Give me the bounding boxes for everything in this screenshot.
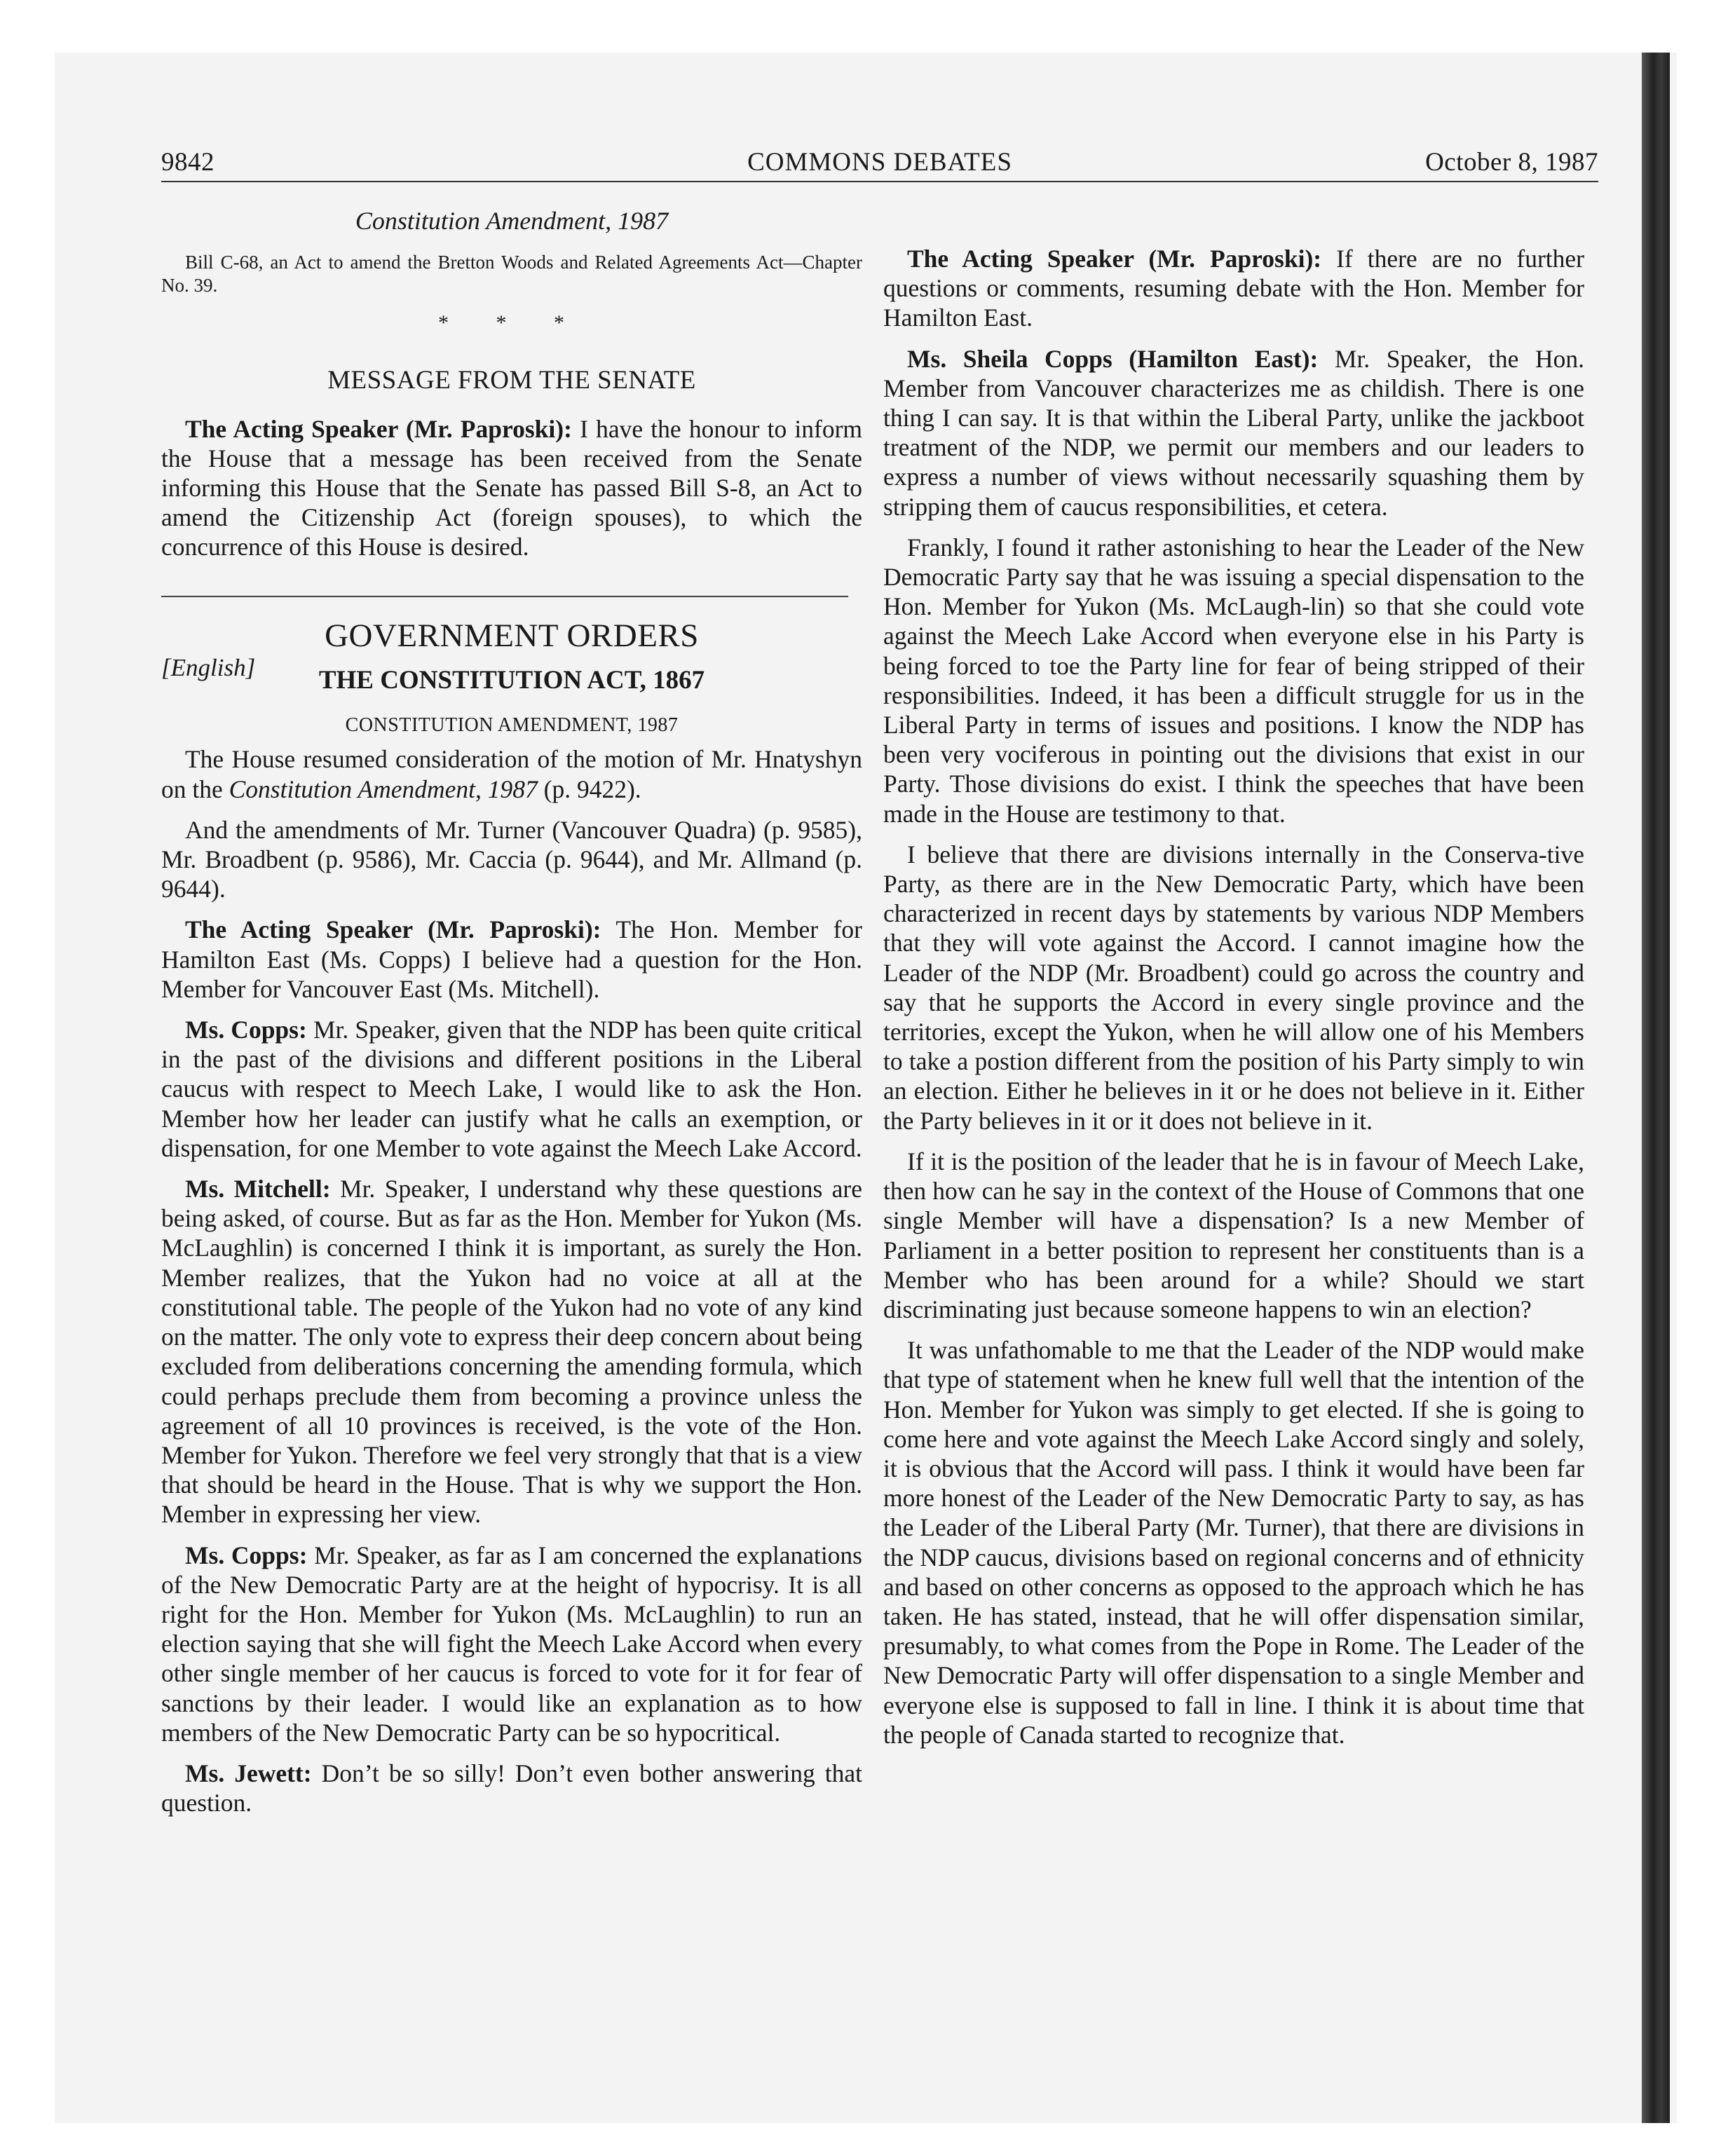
- speech-paragraph: [161, 1015, 862, 1163]
- header-rule: [161, 181, 1598, 182]
- speech-text: Mr. Speaker, given that the NDP has been quite critical in the past of the divisions and different positions in the Liberal caucus with respect to Meech Lake, I would like to ask the Hon. Member how her leader can justify what he calls an exemption, or dispensation, for one Member to vote against the Meech Lake Accord.: [161, 1016, 863, 1162]
- speech-paragraph: I believe that there are divisions internally in the Conserva-tive Party, as there are in the New Democratic Party, which have been characterized in recent days by statements by various NDP Members that they will vote against the Accord. I cannot imagine how the Leader of the NDP (Mr. Broadbent) could go across the country and say that he supports the Accord in every single province and the territories, except the Yukon, when he will allow one of his Members to take a postion different from the position of his Party simply to win an election. Either he believes in it or he does not believe in it. Either the Party believes in it or it does not believe in it.: [883, 840, 1584, 1135]
- speech-paragraph: Frankly, I found it rather astonishing to hear the Leader of the New Democratic Party say that he was issuing a special dispensation to the Hon. Member for Yukon (Ms. McLaugh-lin) so that she could vote against the Meech Lake Accord when everyone else in his Party is being forced to toe the Party line for fear of being stripped of their responsibilities. Indeed, it has been a difficult struggle for us in the Liberal Party in terms of issues and positions. I know the NDP has been very vociferous in pointing out the divisions that exist in our Party. Those divisions do exist. I think the speeches that have been made in the House are testimony to that.: [883, 533, 1584, 828]
- section-divider: [161, 596, 848, 597]
- binding-edge: [1642, 53, 1670, 2123]
- senate-paragraph: [161, 414, 862, 562]
- section-title: Constitution Amendment, 1987: [355, 207, 669, 235]
- speech-text: If there are no further questions or comments, resuming debate with the Hon. Member for Hamilton East.: [883, 245, 1585, 332]
- speech-paragraph: It was unfathomable to me that the Leader of the NDP would make that type of statement when he knew full well that the intention of the Hon. Member for Yukon was simply to get elected. If she is going to come here and vote against the Meech Lake Accord singly and solely, it is obvious that the Accord will pass. I think it would have been far more honest of the Leader of the New Democratic Party to say, as has the Leader of the Liberal Party (Mr. Turner), that there are divisions in the NDP caucus, divisions based on regional concerns and of ethnicity and based on other concerns as opposed to the approach which he has taken. He has stated, instead, that he will offer dispensation similar, presumably, to what comes from the Pope in Rome. The Leader of the New Democratic Party will offer dispensation to a single Member and everyone else is supposed to fall in line. I think it is about time that the people of Canada started to recognize that.: [883, 1336, 1584, 1749]
- speaker-name: Ms. Jewett:: [185, 1759, 312, 1787]
- resumed-paragraph: The House resumed consideration of the motion of Mr. Hnatyshyn on the Constitution Amendment, 1987 (p. 9422).: [161, 745, 862, 803]
- speech-paragraph: If it is the position of the leader that he is in favour of Meech Lake, then how can he say in the context of the House of Commons that one single Member will have a dispensation? Is a new Member of Parliament in a better position to represent her constituents than is a Member who has been around for a while? Should we start discriminating just because someone happens to win an election?: [883, 1147, 1584, 1323]
- speaker-name: Ms. Sheila Copps (Hamilton East):: [907, 344, 1319, 373]
- bill-title: Constitution Amendment, 1987: [229, 775, 538, 803]
- amendment-subheading: CONSTITUTION AMENDMENT, 1987: [345, 714, 679, 737]
- speech-text: Mr. Speaker, I understand why these questions are being asked, of course. But as far as the Hon. Member for Yukon (Ms. McLaughlin) is concerned I think it is important, as surely the Hon. Member realizes, that the Yukon had no voice at all at the constitutional table. The people of the Yukon had no vote of any kind on the matter. The only vote to express their deep concern about being excluded from deliberations concerning the amending formula, which could perhaps preclude them from becoming a province unless the agreement of all 10 provinces is received, is the vote of the Hon. Member for Yukon. Therefore we feel very strongly that that is a view that should be heard in the House. That is why we support the Hon. Member in expressing her view.: [161, 1175, 862, 1529]
- speaker-name: Ms. Copps:: [185, 1016, 307, 1044]
- right-column: [883, 244, 1584, 1761]
- speech-text: Mr. Speaker, as far as I am concerned the explanations of the New Democratic Party are at the height of hypocrisy. It is all right for the Hon. Member for Yukon (Ms. McLaughlin) to run an election saying that she will fight the Meech Lake Accord when every other single member of her caucus is forced to vote for it for fear of sanctions by their leader. I would like an explanation as to how members of the New Democratic Party can be so hypocritical.: [161, 1541, 863, 1747]
- act-heading: THE CONSTITUTION ACT, 1867: [318, 666, 705, 695]
- speaker-name: The Acting Speaker (Mr. Paproski):: [907, 245, 1322, 273]
- speech-text: Don’t be so silly! Don’t even bother answering that question.: [161, 1759, 863, 1817]
- speech-text: I have the honour to inform the House that a message has been received from the Senate informing this House that the Senate has passed Bill S-8, an Act to amend the Citizenship Act (foreign spouses), to which the concurrence of this House is desired.: [161, 414, 863, 561]
- speech-text: The Hon. Member for Hamilton East (Ms. Copps) I believe had a question for the Hon. Member for Vancouver East (Ms. Mitchell).: [161, 915, 862, 1003]
- section-separator: * * *: [438, 311, 585, 335]
- speaker-name: Ms. Copps:: [185, 1541, 308, 1569]
- speech-paragraph: [883, 244, 1584, 333]
- page-header: [161, 147, 1598, 189]
- speech-paragraph: [161, 1174, 862, 1529]
- bill-note: Bill C-68, an Act to amend the Bretton Woods and Related Agreements Act—Chapter No. 39.: [161, 252, 862, 296]
- publication-title: COMMONS DEBATES: [747, 148, 1012, 177]
- government-orders-heading: GOVERNMENT ORDERS: [325, 617, 699, 654]
- page-number: 9842: [161, 148, 215, 177]
- amendments-paragraph: And the amendments of Mr. Turner (Vancouver Quadra) (p. 9585), Mr. Broadbent (p. 9586), Mr. Caccia (p. 9644), and Mr. Allmand (p. 9644).: [161, 815, 862, 903]
- speech-paragraph: [161, 1541, 862, 1747]
- left-column: [161, 196, 862, 1829]
- speaker-name: The Acting Speaker (Mr. Paproski):: [185, 915, 601, 944]
- page-date: October 8, 1987: [1425, 148, 1598, 177]
- speech-paragraph: [161, 1759, 862, 1817]
- speech-paragraph: [161, 915, 862, 1004]
- speaker-name: The Acting Speaker (Mr. Paproski):: [185, 414, 572, 443]
- language-marker: [English]: [161, 653, 256, 681]
- speaker-name: Ms. Mitchell:: [185, 1175, 331, 1203]
- speech-paragraph: [883, 344, 1584, 521]
- speech-text: Mr. Speaker, the Hon. Member from Vancouver characterizes me as childish. There is one thing I can say. It is that within the Liberal Party, unlike the jackboot treatment of the NDP, we permit our members and our leaders to express a number of views without necessarily squashing them by stripping them of caucus responsibilities, et cetera.: [883, 344, 1584, 521]
- message-heading: MESSAGE FROM THE SENATE: [327, 366, 696, 395]
